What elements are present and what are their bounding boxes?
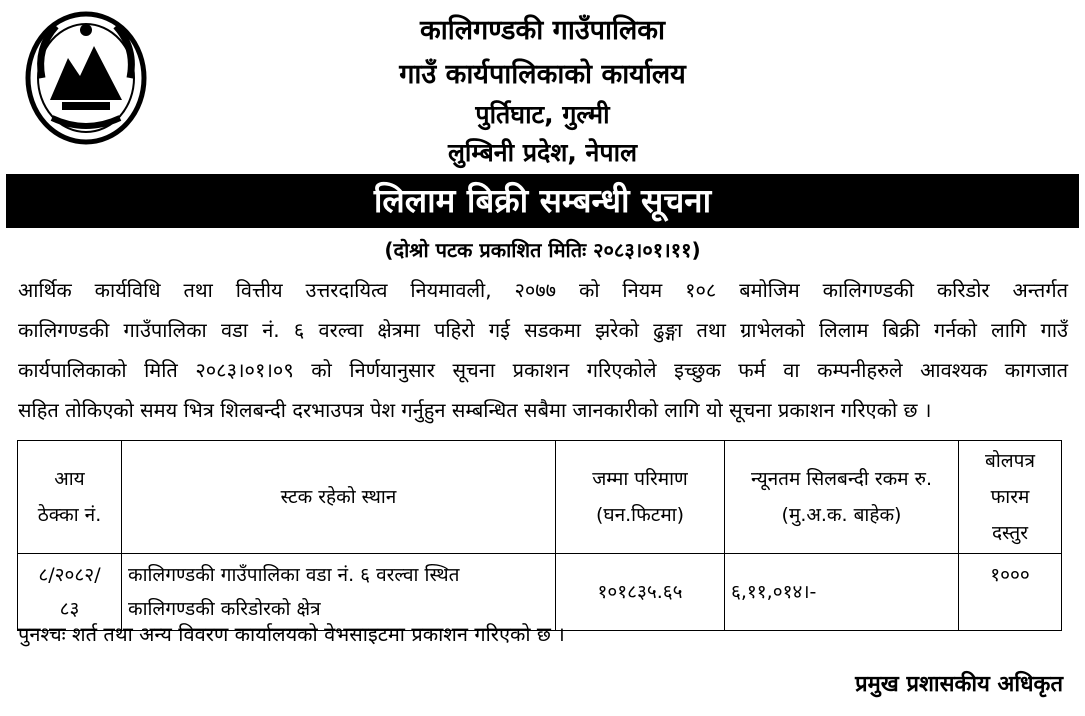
- header-total-quantity: जम्मा परिमाण (घन.फिटमा): [556, 441, 725, 554]
- notice-title: लिलाम बिक्री सम्बन्धी सूचना: [6, 174, 1079, 228]
- table-header-row: [18, 441, 1062, 554]
- body-line: कालिगण्डकी गाउँपालिका वडा नं. ६ वरल्वा क्षेत्रमा पहिरो गई सडकमा झरेको ढुङ्गा तथा ग्राभेलको लिलाम बिक्री गर्नको लागि गाउँ: [18, 318, 1068, 342]
- municipality-name: कालिगण्डकी गाउँपालिका: [420, 15, 665, 46]
- body-line: आर्थिक कार्यविधि तथा वित्तीय उत्तरदायित्व नियमावली, २०७७ को नियम १०८ बमोजिम कालिगण्डकी करिडोर अन्तर्गत: [18, 278, 1068, 302]
- office-name: गाउँ कार्यपालिकाको कार्यालय: [399, 59, 686, 90]
- header-contract-no: आय ठेक्का नं.: [18, 441, 122, 554]
- publication-date: (दोश्रो पटक प्रकाशित मितिः २०८३।०१।११): [384, 238, 701, 262]
- cell-form-fee: १०००: [959, 554, 1062, 631]
- postscript-note: पुनश्चः शर्त तथा अन्य विवरण कार्यालयको वेभसाइटमा प्रकाशन गरिएको छ ।: [18, 622, 565, 646]
- province-country: लुम्बिनी प्रदेश, नेपाल: [447, 138, 638, 167]
- auction-table: [17, 440, 1062, 631]
- cell-min-amount: ६,११,०१४।-: [725, 554, 959, 631]
- cell-location: कालिगण्डकी गाउँपालिका वडा नं. ६ वरल्वा स्थित कालिगण्डकी करिडोरको क्षेत्र: [122, 554, 556, 631]
- table-row: [18, 554, 1062, 631]
- body-line: सहित तोकिएको समय भित्र शिलबन्दी दरभाउपत्र पेश गर्नुहुन सम्बन्धित सबैमा जानकारीको लागि यो सूचना प्रकाशन गरिएको छ ।: [18, 398, 932, 422]
- letterhead: [0, 0, 1085, 172]
- office-address: पुर्तिघाट, गुल्मी: [475, 100, 610, 129]
- header-minimum-amount: न्यूनतम सिलबन्दी रकम रु. (मु.अ.क. बाहेक): [725, 441, 959, 554]
- header-stock-location: स्टक रहेको स्थान: [122, 441, 556, 554]
- notice-body: [18, 270, 1068, 430]
- cell-contract-no: ८/२०८२/ ८३: [18, 554, 122, 631]
- signatory-title: प्रमुख प्रशासकीय अधिकृत: [855, 672, 1063, 697]
- cell-quantity: १०१८३५.६५: [556, 554, 725, 631]
- header-form-fee: बोलपत्र फारम दस्तुर: [959, 441, 1062, 554]
- body-line: कार्यपालिकाको मिति २०८३।०१।०९ को निर्णयानुसार सूचना प्रकाशन गरिएकोले इच्छुक फर्म वा कम्पनीहरुले आवश्यक कागजात: [18, 358, 1068, 382]
